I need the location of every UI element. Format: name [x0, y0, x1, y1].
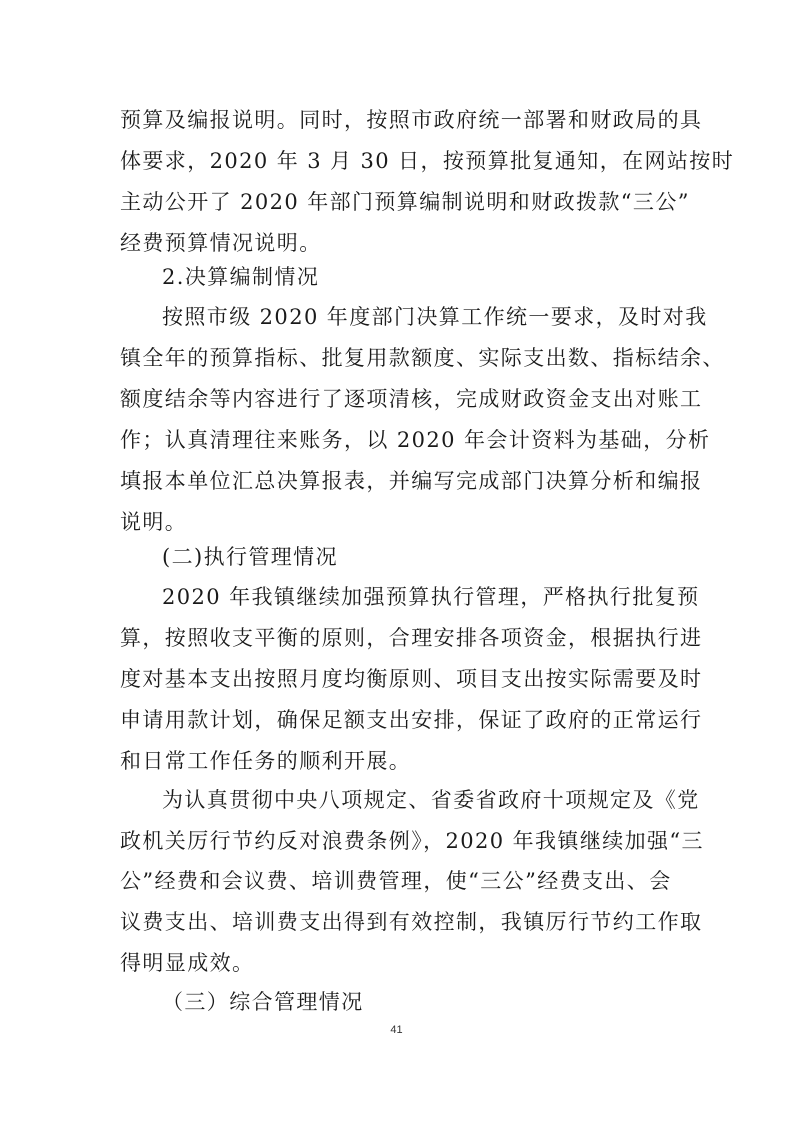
body-text-line: 得明显成效。: [120, 951, 255, 975]
body-text-line: 镇全年的预算指标、批复用款额度、实际支出数、指标结余、: [120, 346, 725, 370]
body-text-line: 度对基本支出按照月度均衡原则、项目支出按实际需要及时: [120, 667, 703, 691]
body-text-line: 主动公开了 2020 年部门预算编制说明和财政拨款“三公”: [120, 190, 690, 214]
body-text-line: 议费支出、培训费支出得到有效控制，我镇厉行节约工作取: [120, 910, 703, 934]
body-text-line: 公”经费和会议费、培训费管理，使“三公”经费支出、会: [120, 869, 672, 893]
section-heading: （三）综合管理情况: [162, 990, 364, 1014]
body-text-line: 填报本单位汇总决算报表，并编写完成部门决算分析和编报: [120, 469, 703, 493]
section-heading: (二)执行管理情况: [162, 545, 338, 569]
paragraph-first-line: 按照市级 2020 年度部门决算工作统一要求，及时对我: [162, 305, 708, 329]
body-text-line: 政机关厉行节约反对浪费条例》，2020 年我镇继续加强“三: [120, 829, 704, 853]
body-text-line: 作；认真清理往来账务，以 2020 年会计资料为基础，分析: [120, 428, 711, 452]
body-text-line: 经费预算情况说明。: [120, 231, 322, 255]
body-text-line: 说明。: [120, 510, 188, 534]
section-heading: 2.决算编制情况: [162, 265, 320, 289]
paragraph-first-line: 为认真贯彻中央八项规定、省委省政府十项规定及《党: [162, 788, 700, 812]
body-text-line: 和日常工作任务的顺利开展。: [120, 749, 412, 773]
body-text-line: 申请用款计划，确保足额支出安排，保证了政府的正常运行: [120, 708, 703, 732]
body-text-line: 预算及编报说明。同时，按照市政府统一部署和财政局的具: [120, 108, 703, 132]
body-text-line: 额度结余等内容进行了逐项清核，完成财政资金支出对账工: [120, 387, 703, 411]
paragraph-first-line: 2020 年我镇继续加强预算执行管理，严格执行批复预: [162, 585, 700, 609]
body-text-line: 算，按照收支平衡的原则，合理安排各项资金，根据执行进: [120, 626, 703, 650]
page-number: 41: [390, 1024, 403, 1036]
body-text-line: 体要求，2020 年 3 月 30 日，按预算批复通知，在网站按时: [120, 149, 735, 173]
